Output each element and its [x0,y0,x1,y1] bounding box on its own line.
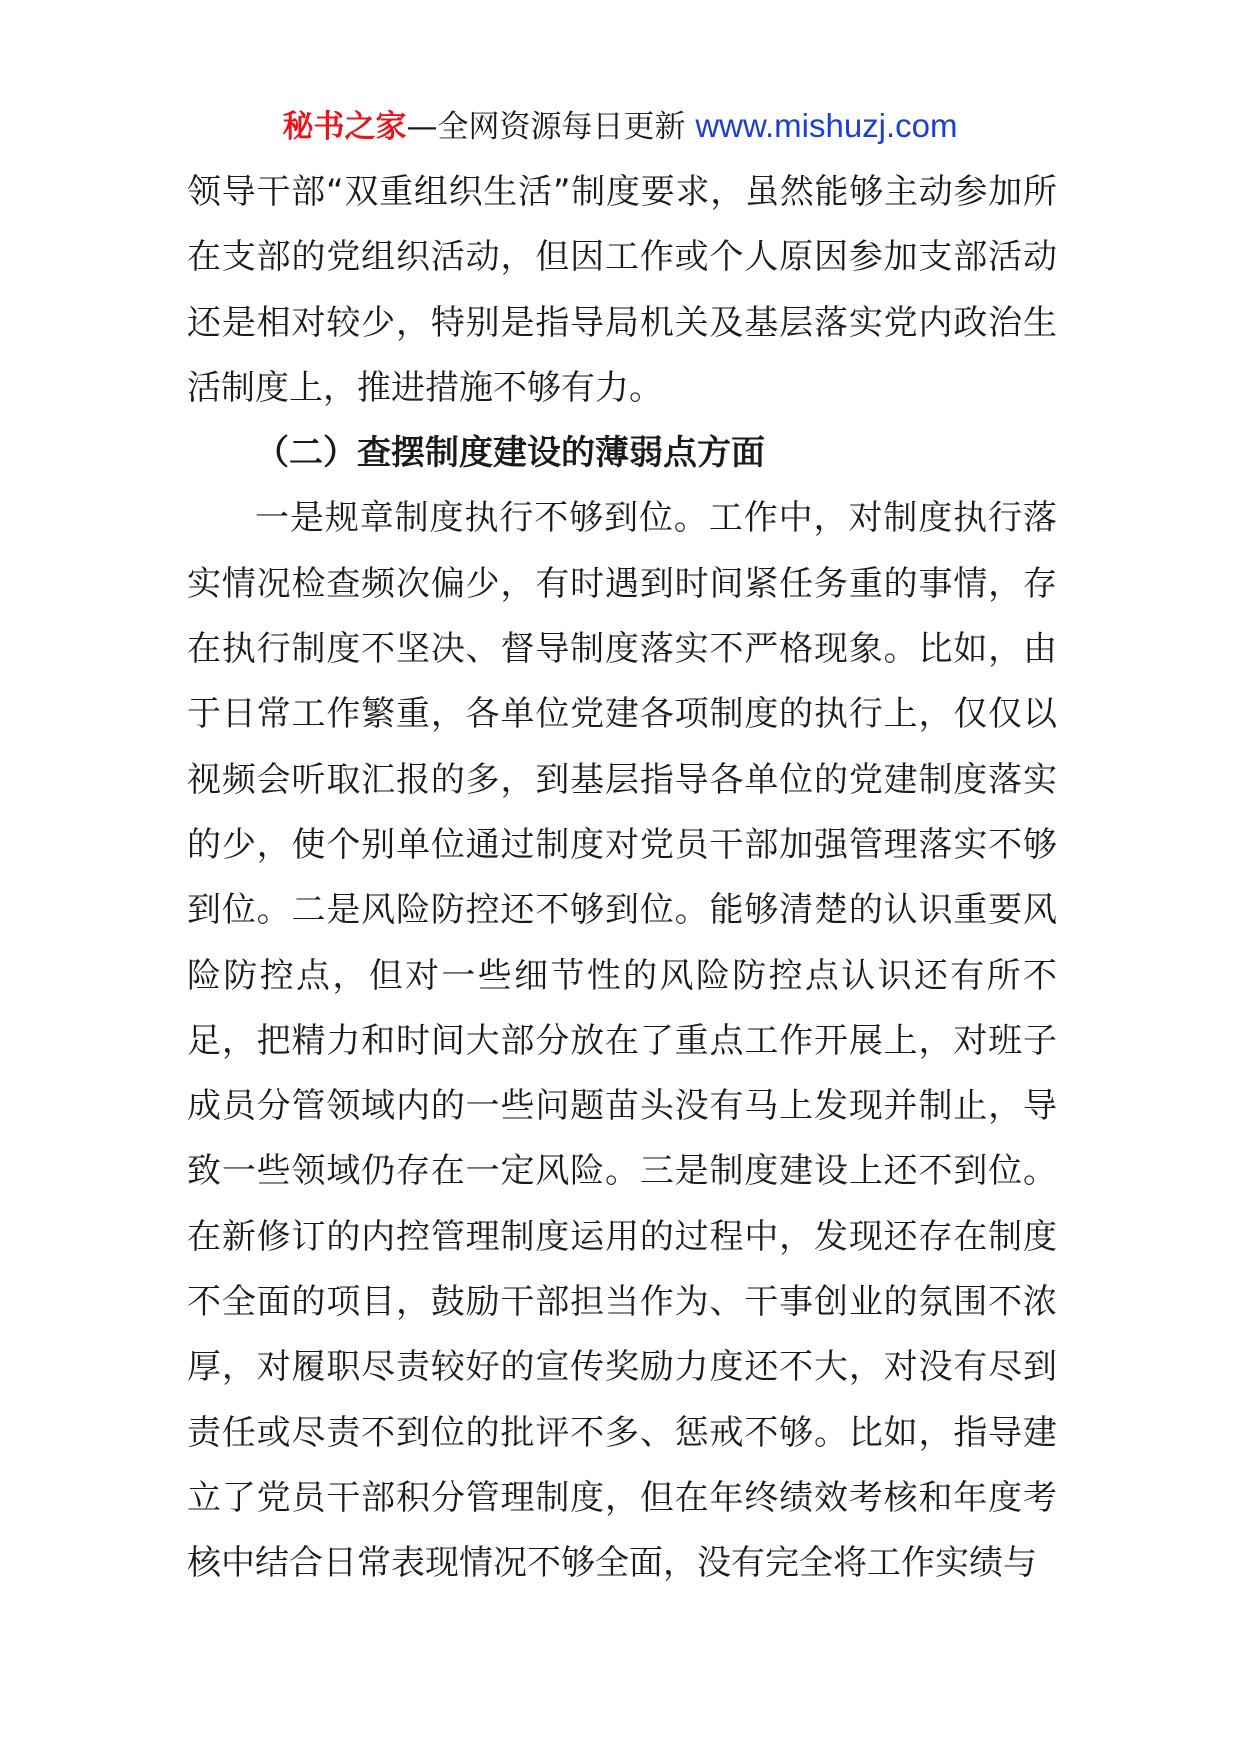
document-body [187,160,1057,1597]
section-heading: （二）查摆制度建设的薄弱点方面 [255,433,765,474]
paragraph-continuation: 领导干部“双重组织生活”制度要求，虽然能够主动参加所在支部的党组织活动，但因工作或个人原因参加支部活动还是相对较少，特别是指导局机关及基层落实党内政治生活制度上，推进措施不够有力。 [187,172,1057,408]
site-tagline: —全网资源每日更新 [406,109,696,145]
paragraph-body: 一是规章制度执行不够到位。工作中，对制度执行落实情况检查频次偏少，有时遇到时间紧任务重的事情，存在执行制度不坚决、督导制度落实不严格现象。比如，由于日常工作繁重，各单位党建各项制度的执行上，仅仅以视频会听取汇报的多，到基层指导各单位的党建制度落实的少，使个别单位通过制度对党员干部加强管理落实不够到位。二是风险防控还不够到位。能够清楚的认识重要风险防控点，但对一些细节性的风险防控点认识还有所不足，把精力和时间大部分放在了重点工作开展上，对班子成员分管领域内的一些问题苗头没有马上发现并制止，导致一些领域仍存在一定风险。三是制度建设上还不到位。在新修订的内控管理制度运用的过程中，发现还存在制度不全面的项目，鼓励干部担当作为、干事创业的氛围不浓厚，对履职尽责较好的宣传奖励力度还不大，对没有尽到责任或尽责不到位的批评不多、惩戒不够。比如，指导建立了党员干部积分管理制度，但在年终绩效考核和年度考核中结合日常表现情况不够全面，没有完全将工作实绩与 [187,498,1057,1584]
site-header [0,104,1240,149]
site-url-link[interactable]: www.mishuzj.com [695,107,958,144]
site-brand: 秘书之家 [282,109,407,145]
